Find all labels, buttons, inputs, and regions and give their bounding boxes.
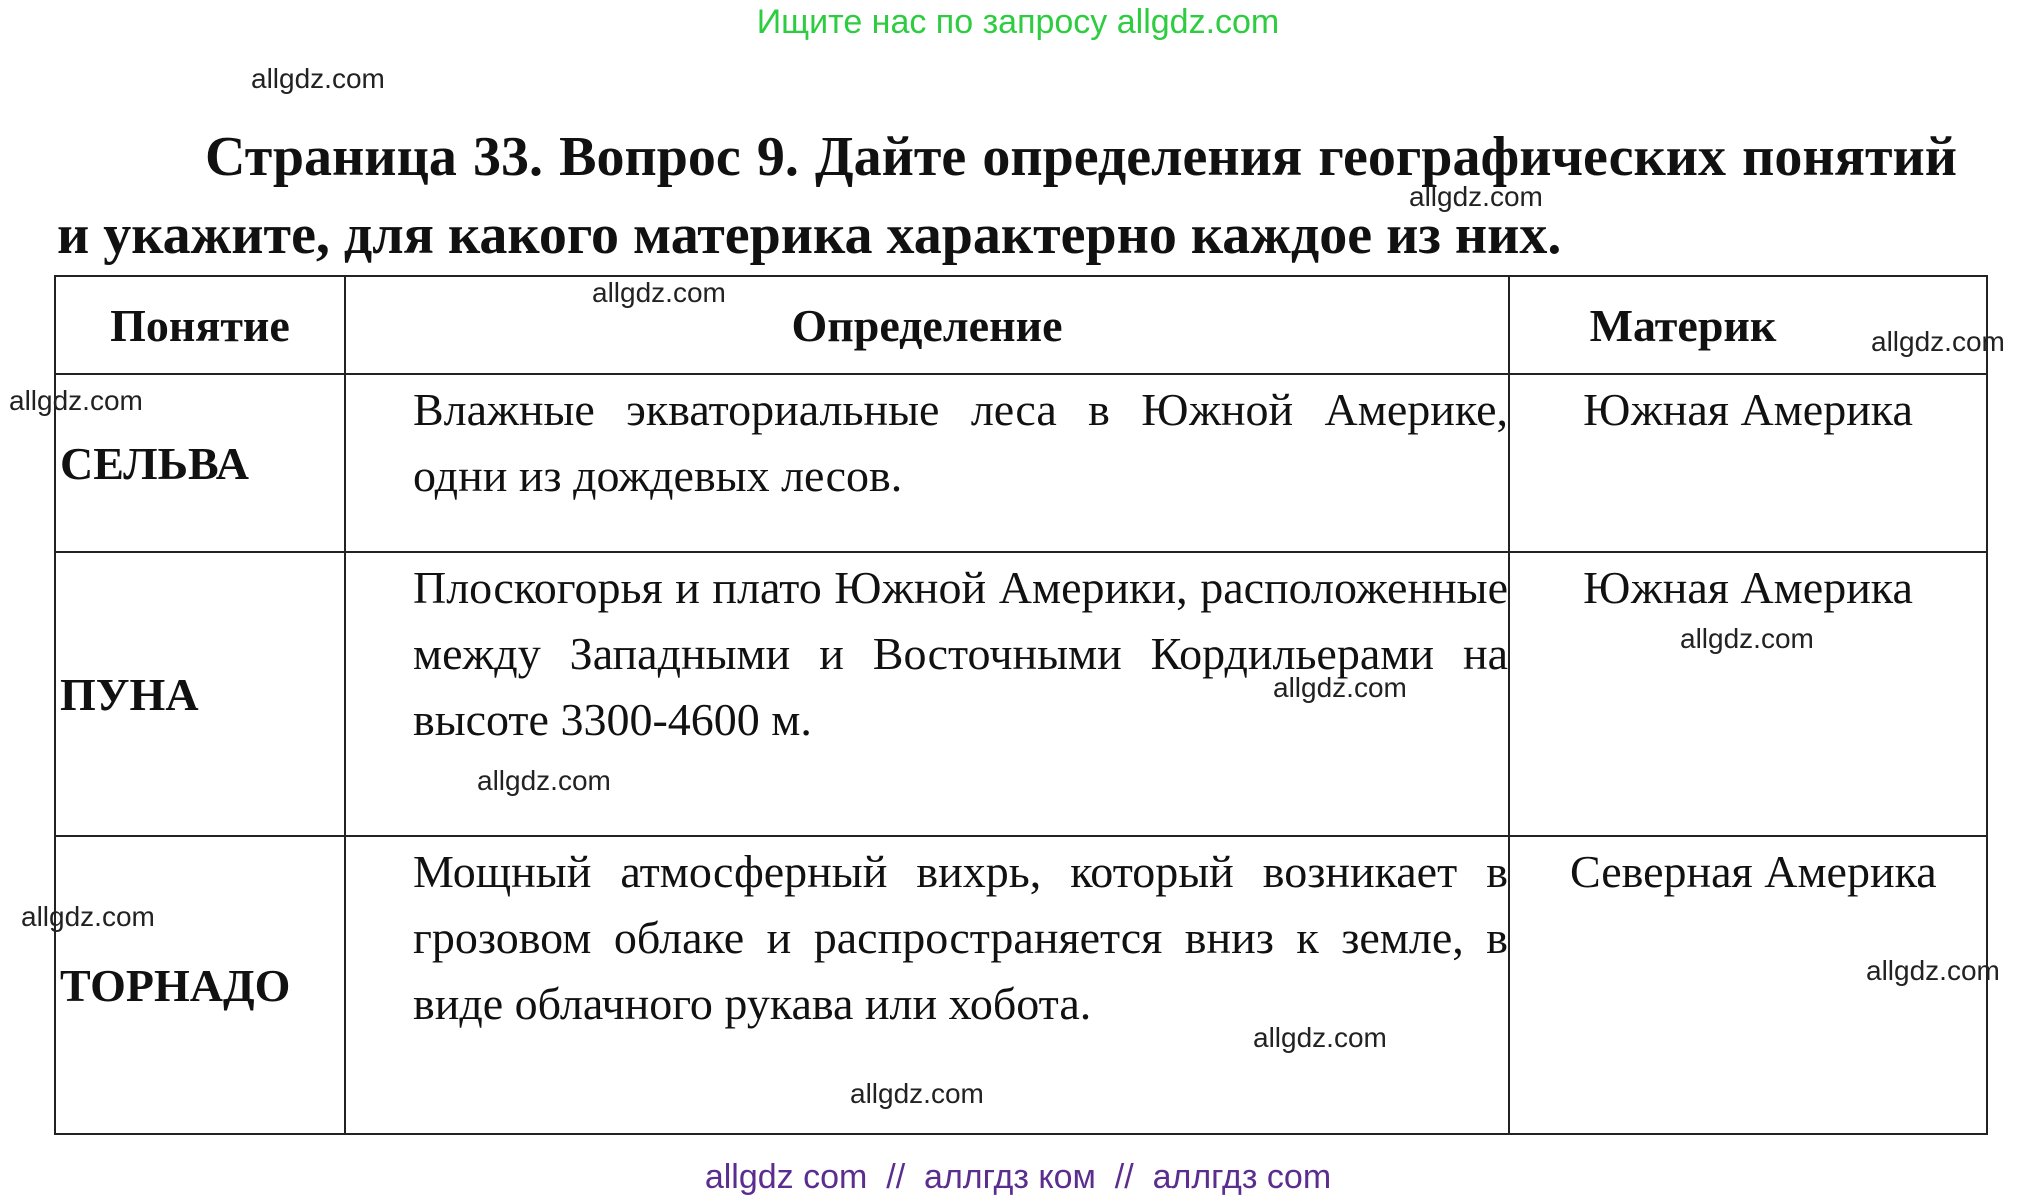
definitions-table: [54, 275, 1988, 1135]
continent-cell: Северная Америка: [1509, 836, 1987, 1134]
watermark: allgdz.com: [1866, 955, 2000, 986]
definition-cell: Плоскогорья и плато Южной Америки, расположенные между Западными и Восточными Кордильерами на высоте 3300-4600 м.: [345, 552, 1509, 836]
table-header-row: [55, 276, 1987, 374]
table-row: [55, 836, 1987, 1134]
table-row: [55, 552, 1987, 836]
definition-cell: Влажные экваториальные леса в Южной Америке, одни из дождевых лесов.: [345, 374, 1509, 552]
watermark: allgdz.com: [21, 901, 155, 932]
term-cell: ТОРНАДО: [55, 836, 345, 1134]
continent-cell: Южная Америка: [1509, 374, 1987, 552]
page-title: Страница 33. Вопрос 9. Дайте определения географических понятий и укажите, для какого материка характерно каждое из них.: [57, 126, 1957, 266]
top-banner: [0, 0, 2036, 44]
footer-text: allgdz com // аллгдз ком // аллгдз com: [704, 1158, 1332, 1196]
top-banner-text: Ищите нас по запросу allgdz.com: [756, 3, 1280, 41]
watermark: allgdz.com: [9, 385, 143, 416]
watermark: allgdz.com: [1273, 672, 1407, 703]
continent-cell: Южная Америка: [1509, 552, 1987, 836]
watermark: allgdz.com: [251, 63, 385, 94]
watermark: allgdz.com: [1409, 181, 1543, 212]
watermark: allgdz.com: [477, 765, 611, 796]
footer: [0, 1155, 2036, 1199]
column-header-continent: Материк: [1509, 276, 1987, 374]
watermark: allgdz.com: [1680, 623, 1814, 654]
column-header-definition: Определение: [345, 276, 1509, 374]
table-row: [55, 374, 1987, 552]
column-header-term: Понятие: [55, 276, 345, 374]
watermark: allgdz.com: [592, 277, 726, 308]
definition-cell: Мощный атмосферный вихрь, который возникает в грозовом облаке и распространяется вниз к земле, в виде облачного рукава или хобота.: [345, 836, 1509, 1134]
term-cell: ПУНА: [55, 552, 345, 836]
watermark: allgdz.com: [1253, 1022, 1387, 1053]
watermark: allgdz.com: [1871, 326, 2005, 357]
watermark: allgdz.com: [850, 1078, 984, 1109]
term-cell: СЕЛЬВА: [55, 374, 345, 552]
